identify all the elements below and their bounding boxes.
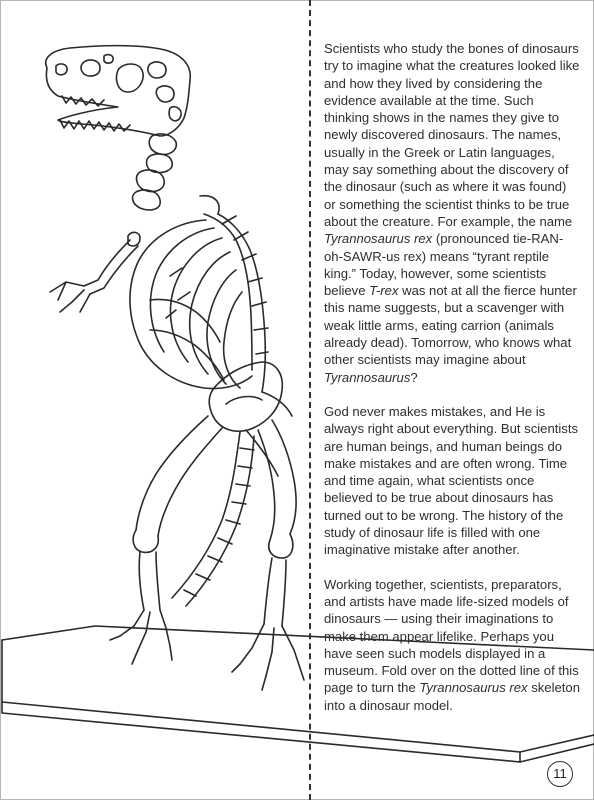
paragraph-3 <box>324 576 580 714</box>
text-run: ? <box>410 369 418 385</box>
text-run: (pronounced tie-RAN-oh-SAWR-us rex) means “tyrant reptile king.” Today, however, some scientists believe <box>324 231 564 299</box>
right-leg <box>232 420 304 690</box>
italic-term: Tyrannosaurus rex <box>419 680 528 696</box>
text-run: skeleton into a dinosaur model. <box>324 680 580 713</box>
text-run: God never makes mistakes, and He is always right about everything. But scientists are human beings, and human beings do make mistakes and are often wrong. Time and time again, what scientists once believed to be true about dinosaurs has turned out to be wrong. The history of the study of dinosaur life is filled with one imaginative mistake after another. <box>324 403 578 558</box>
fold-dotted-line <box>309 0 311 800</box>
text-run: was not at all the fierce hunter this name suggests, but a scavenger with weak little arms, eating carrion (animals already dead). Tomorrow, who knows what other scientists may imagine about <box>324 283 577 368</box>
rib-cage <box>130 220 252 389</box>
italic-term: Tyrannosaurus <box>324 369 411 385</box>
article-text <box>324 40 580 731</box>
italic-term: Tyrannosaurus rex <box>324 231 433 247</box>
paragraph-2 <box>324 403 580 559</box>
tail <box>172 432 254 606</box>
skull <box>46 46 191 136</box>
italic-term: T-rex <box>369 283 399 299</box>
neck-vertebrae <box>133 134 177 210</box>
text-run: Scientists who study the bones of dinosaurs try to imagine what the creatures looked like and how they lived by considering the evidence available at the time. Such thinking shows in the names they give to newly discovered dinosaurs. The names, usually in the Greek or Latin languages, may say something about the discovery of the dinosaur (such as where it was found) or something the scientist thinks to be true about the creature. For example, the name <box>324 41 580 229</box>
page-number: 11 <box>547 761 573 787</box>
forearm <box>50 232 140 312</box>
paragraph-1 <box>324 40 580 386</box>
text-run: Working together, scientists, preparators, and artists have made life-sized models of dinosaurs — using their imaginations to make them appear lifelike. Perhaps you have seen such models displayed in a museum. Fold over on the dotted line of this page to turn the <box>324 576 579 696</box>
